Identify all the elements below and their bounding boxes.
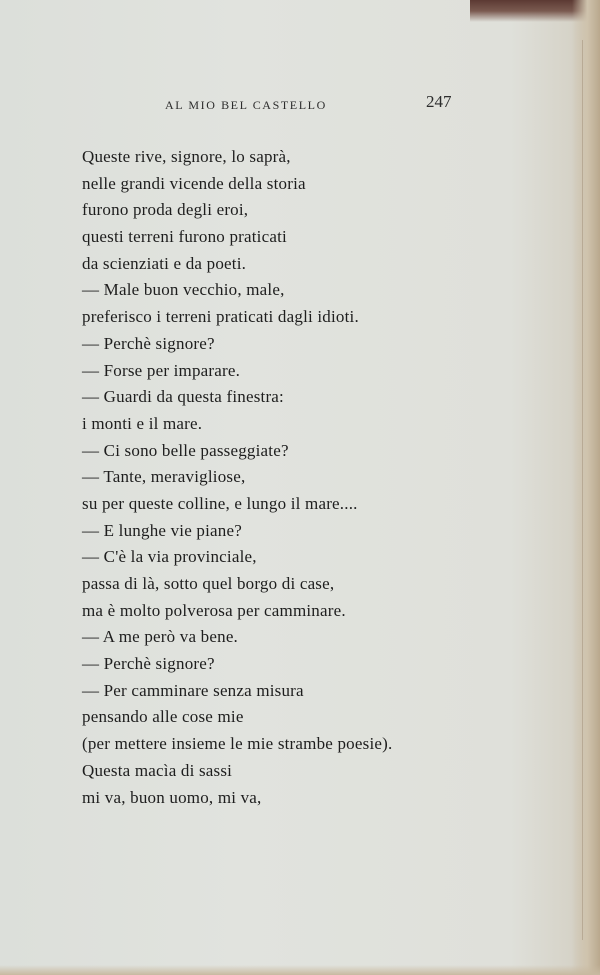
poem-line: — Guardi da questa finestra: bbox=[82, 387, 284, 407]
poem-line: — Tante, meravigliose, bbox=[82, 467, 246, 487]
poem-line: — Perchè signore? bbox=[82, 654, 215, 674]
poem-line: preferisco i terreni praticati dagli idioti. bbox=[82, 307, 359, 327]
running-head: AL MIO BEL CASTELLO bbox=[165, 98, 327, 112]
poem-line: ma è molto polverosa per camminare. bbox=[82, 600, 346, 620]
poem-line: — C'è la via provinciale, bbox=[82, 547, 257, 567]
page-number: 247 bbox=[426, 92, 452, 111]
poem-line: mi va, buon uomo, mi va, bbox=[82, 787, 262, 807]
poem-line: — Ci sono belle passeggiate? bbox=[82, 440, 289, 460]
page-right-edge bbox=[572, 0, 600, 975]
poem-line: Questa macìa di sassi bbox=[82, 760, 233, 780]
poem-line: furono proda degli eroi, bbox=[82, 200, 249, 220]
poem-line: — A me però va bene. bbox=[82, 627, 239, 647]
page-edge-crease bbox=[582, 40, 583, 940]
poem-line: (per mettere insieme le mie strambe poesie). bbox=[82, 734, 393, 754]
poem-line: — Male buon vecchio, male, bbox=[82, 280, 285, 300]
poem-line: su per queste colline, e lungo il mare.... bbox=[82, 493, 358, 513]
poem-line: — Perchè signore? bbox=[82, 333, 215, 353]
poem-line: — E lunghe vie piane? bbox=[82, 520, 242, 540]
poem-line: nelle grandi vicende della storia bbox=[82, 173, 306, 193]
poem-text bbox=[82, 144, 392, 811]
poem-line: — Forse per imparare. bbox=[82, 360, 241, 380]
poem-line: passa di là, sotto quel borgo di case, bbox=[82, 574, 335, 593]
poem-line: — Per camminare senza misura bbox=[82, 680, 304, 700]
poem-line: Queste rive, signore, lo saprà, bbox=[82, 147, 291, 166]
poem-line: i monti e il mare. bbox=[82, 413, 203, 433]
page-bottom-edge bbox=[0, 965, 600, 975]
poem-line: questi terreni furono praticati bbox=[82, 227, 287, 247]
poem-line: da scienziati e da poeti. bbox=[82, 253, 247, 273]
poem-line: pensando alle cose mie bbox=[82, 707, 244, 727]
